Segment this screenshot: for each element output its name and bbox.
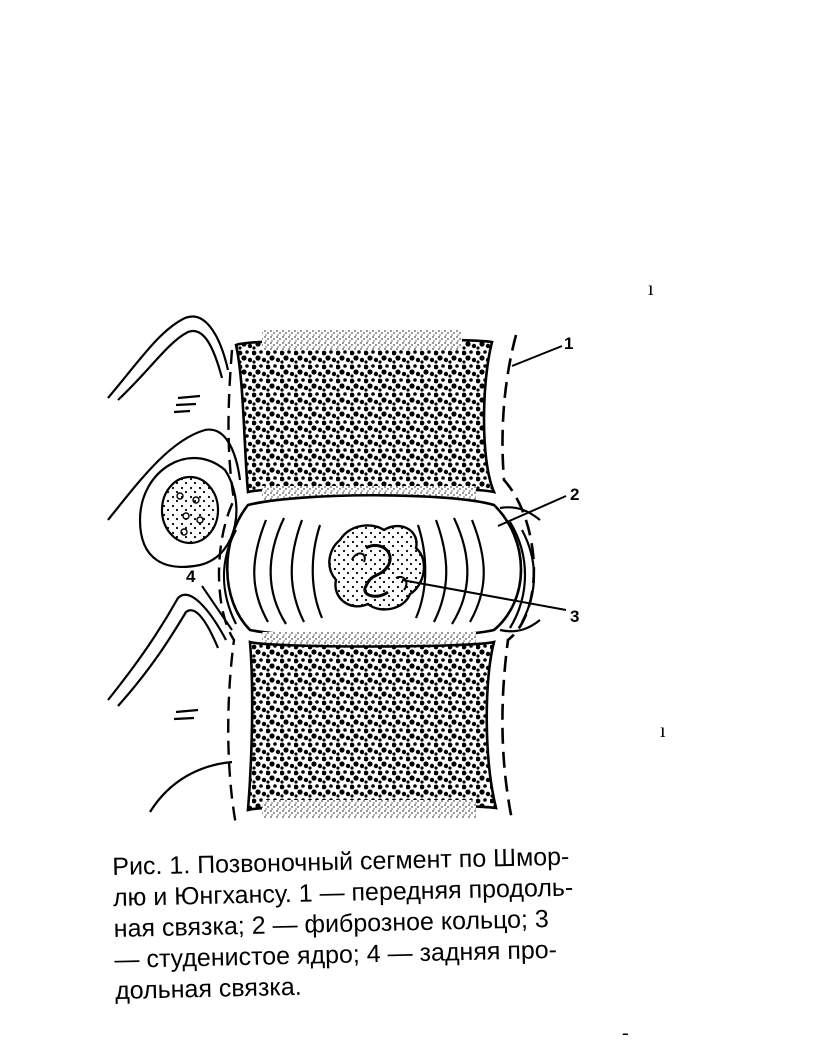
callout-label-1: 1 [564,334,574,353]
upper-endplate-top [262,330,462,350]
caption-line: дольная связка. [114,972,303,1005]
nucleus-pulposus [329,525,424,609]
lower-spinous-process [108,595,226,700]
figure-caption [112,840,655,1007]
scan-mark: ı [648,278,654,300]
spinal-nerve [162,477,218,543]
caption-line: ная связка; 2 — фиброзное кольцо; 3 [113,905,550,943]
lower-vertebral-body [248,632,496,818]
caption-line: Рис. 1. Позвоночный сегмент по Шмор- [112,842,570,881]
callout-label-2: 2 [570,485,580,504]
intervertebral-foramen [140,458,236,567]
scan-mark: ı [660,720,666,742]
scan-mark: - [622,1022,629,1044]
upper-spinous-process [108,317,228,398]
upper-vertebral-body [236,330,494,500]
callout-line-2 [498,496,566,526]
callout-line-1 [512,346,562,366]
lower-endplate-top [262,632,476,646]
lower-endplate-bottom [262,800,476,818]
caption-line: лю и Юнгхансу. 1 — передняя продоль- [112,873,574,912]
callout-label-4: 4 [186,567,196,586]
caption-line: — студенистое ядро; 4 — задняя про- [114,935,558,974]
callout-label-3: 3 [570,607,580,626]
